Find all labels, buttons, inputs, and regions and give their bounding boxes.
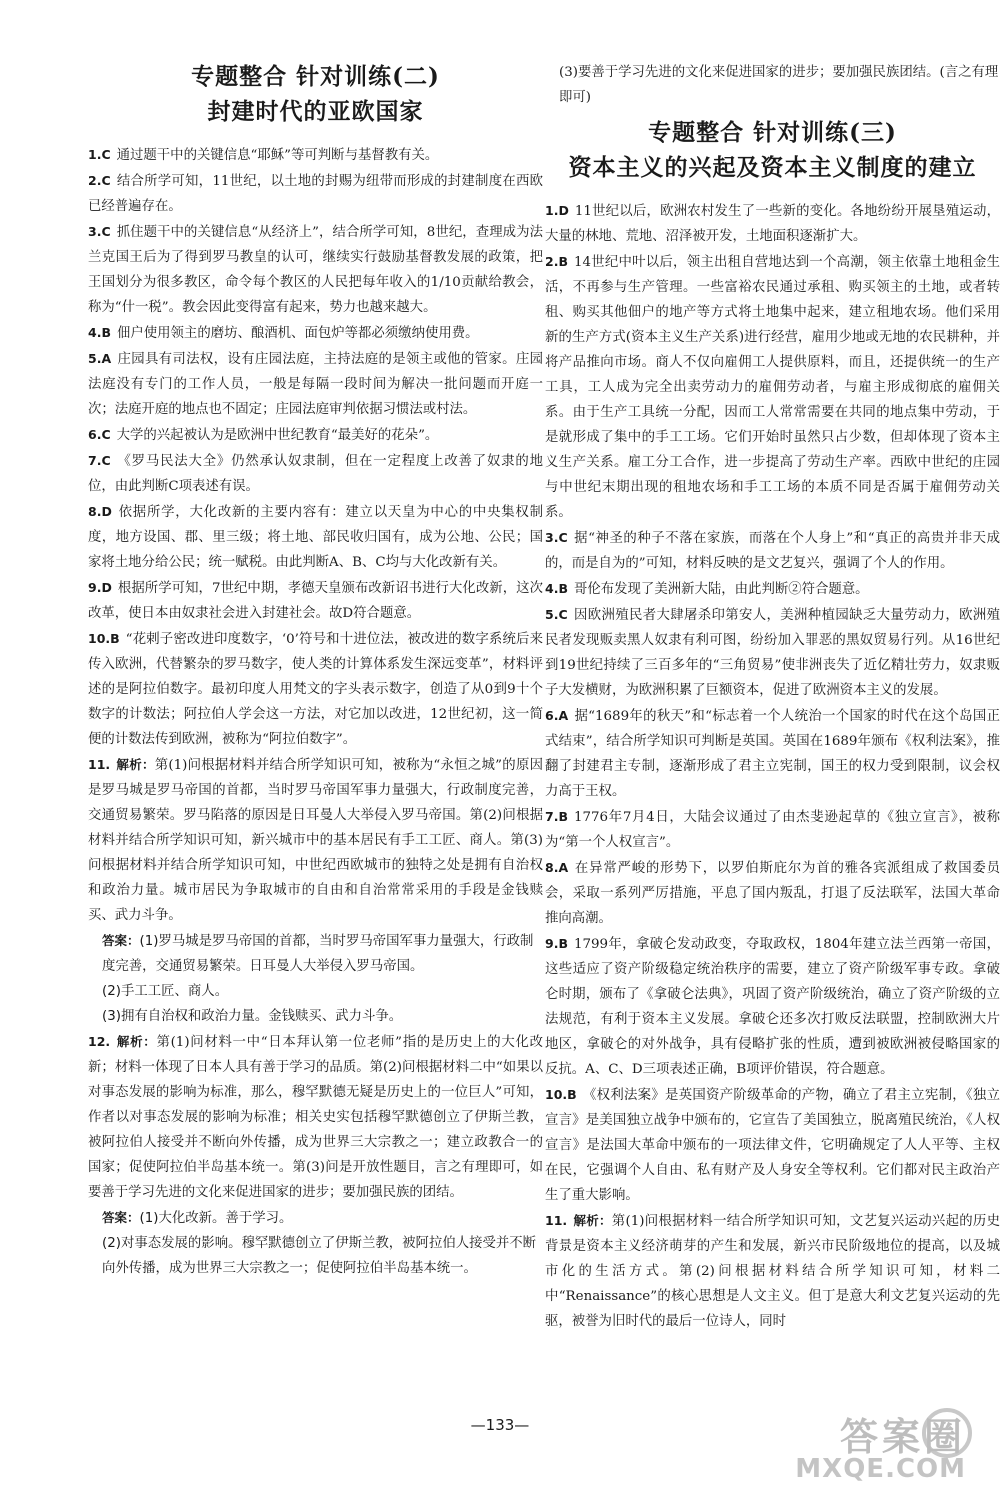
answer-item [545, 602, 1000, 703]
section-subtitle: 封建时代的亚欧国家 [207, 98, 424, 125]
watermark-url: MXQE.COM [795, 1454, 966, 1484]
answer-number: 8.A [545, 860, 569, 875]
answer-number: 2.B [545, 254, 568, 269]
answer-number: 8.D [88, 504, 112, 519]
answer-text: 哥伦布发现了美洲新大陆，由此判断②符合题意。 [573, 582, 869, 597]
answer-text: 依据所学，大化改新的主要内容有：建立以天皇为中心的中央集权制度，地方设国、郡、里三级；将土地、部民收归国有，成为公地、公民；国家将土地分给公民；统一赋税。由此判断A、B、C均与大化改新有关。 [88, 505, 543, 570]
analysis-item [88, 1029, 543, 1205]
answer-text: 1799年，拿破仑发动政变，夺取政权，1804年建立法兰西第一帝国，这些适应了资产阶级稳定统治秩序的需要，建立了资产阶级军事专政。拿破仑时期，颁布了《拿破仑法典》，巩固了资产阶级统治，确立了资产阶级的立法规范，有利于资本主义发展。拿破仑还多次打败反法联盟，控制欧洲大片地区，拿破仑的对外战争，具有侵略扩张的性质，遭到被欧洲被侵略国家的反抗。A、C、D三项表述正确，B项评价错误，符合题意。 [545, 937, 1000, 1077]
answer-item [545, 703, 1000, 804]
answer-number: 3.C [545, 530, 568, 545]
answer-list [88, 142, 543, 1281]
analysis-text: 第(1)问根据材料一结合所学知识可知，文艺复兴运动兴起的历史背景是资本主义经济萌芽的产生和发展，新兴市民阶级地位的提高，以及城市化的生活方式。第(2)问根据材料结合所学知识可知，材料二中“Renaissance”的核心思想是人文主义。但丁是意大利文艺复兴运动的先驱，被誉为旧时代的最后一位诗人，同时 [545, 1214, 1000, 1329]
answer-number: 5.C [545, 607, 568, 622]
answer-text: 据“1689年的秋天”和“标志着一个人统治一个国家的时代在这个岛国正式结束”，结合所学知识可判断是英国。英国在1689年颁布《权利法案》，推翻了封建君主专制，逐渐形成了君主立宪制，国王的权力受到限制，议会权力高于王权。 [545, 709, 1000, 799]
answer-text: “花剌子密改进印度数字，‘0’符号和十进位法，被改进的数字系统后来传入欧洲，代替繁杂的罗马数字，使人类的计算体系发生深远变革”，材料评述的是阿拉伯数字。最初印度人用梵文的字头表示数字，创造了从0到9十个数字的计数法；阿拉伯人学会这一方法，对它加以改进，12世纪初，这一简便的计数法传到欧洲，被称为“阿拉伯数字”。 [88, 632, 543, 747]
answer-text: 抓住题干中的关键信息“从经济上”，结合所学可知，8世纪，查理成为法兰克国王后为了得到罗马教皇的认可，继续实行鼓励基督教发展的政策，把王国划分为很多教区，命令每个教区的人民把每年收入的1/10贡献给教会，称为“什一税”。教会因此变得富有起来，势力也越来越大。 [88, 225, 543, 315]
left-column [88, 60, 543, 1281]
answer-number: 4.B [545, 581, 568, 596]
analysis-text: 第(1)问根据材料并结合所学知识可知，被称为“永恒之城”的原因是罗马城是罗马帝国的首都，当时罗马帝国军事力量强大，行政制度完善，交通贸易繁荣。罗马陷落的原因是日耳曼人大举侵入罗马帝国。第(2)问根据材料并结合所学知识可知，新兴城市中的基本居民有手工工匠、商人。第(3)问根据材料并结合所学知识可知，中世纪西欧城市的独特之处是拥有自治权和政治力量。城市居民为争取城市的自由和自治常常采用的手段是金钱赎买、武力斗争。 [88, 758, 543, 923]
answer-item [88, 142, 543, 168]
answer-text: 《权利法案》是英国资产阶级革命的产物，确立了君主立宪制，《独立宣言》是美国独立战争中颁布的，它宣告了美国独立，脱离殖民统治，《人权宣言》是法国大革命中颁布的一项法律文件，它明确规定了人人平等、主权在民，它强调个人自由、私有财产及人身安全等权利。它们都对民主政治产生了重大影响。 [545, 1088, 1000, 1203]
section-title: 专题整合 针对训练(三) [648, 119, 897, 146]
answer-item [545, 931, 1000, 1082]
answer-item [545, 1082, 1000, 1208]
answer-text: 1776年7月4日，大陆会议通过了由杰斐逊起草的《独立宣言》，被称为“第一个人权宣言”。 [545, 810, 1000, 850]
analysis-label: 解析： [116, 757, 155, 772]
answer-number: 7.B [545, 809, 568, 824]
answer-number: 10.B [88, 631, 120, 646]
answer-number: 1.D [545, 203, 569, 218]
continued-answer: (3)要善于学习先进的文化来促进国家的进步；要加强民族团结。(言之有理即可) [559, 65, 999, 105]
answer-text: 通过题干中的关键信息“耶稣”等可判断与基督教有关。 [116, 148, 439, 163]
answer-line: (2)对事态发展的影响。穆罕默德创立了伊斯兰教，被阿拉伯人接受并不断向外传播，成为世界三大宗教之一；促使阿拉伯半岛基本统一。 [102, 1236, 537, 1276]
answer-item [545, 855, 1000, 931]
answer-text: 庄园具有司法权，设有庄园法庭，主持法庭的是领主或他的管家。庄园法庭没有专门的工作人员，一般是每隔一段时间为解决一批问题而开庭一次；法庭开庭的地点也不固定；庄园法庭审判依据习惯法或村法。 [88, 352, 543, 417]
answer-number: 3.C [88, 224, 111, 239]
answer-number: 11. [545, 1213, 568, 1228]
answer-item [88, 575, 543, 626]
answer-item [88, 626, 543, 752]
answer-item [545, 249, 1000, 525]
answer-line: (3)拥有自治权和政治力量。金钱赎买、武力斗争。 [102, 1009, 403, 1024]
analysis-label: 解析： [573, 1213, 612, 1228]
answer-item [545, 525, 1000, 576]
answer-text: 根据所学可知，7世纪中期，孝德天皇颁布改新诏书进行大化改新，这次改革，使日本由奴隶社会进入封建社会。故D符合题意。 [88, 581, 543, 621]
watermark-text: 答案圈 [839, 1415, 966, 1459]
answer-number: 7.C [88, 453, 111, 468]
answer-item [88, 422, 543, 448]
answer-text: 结合所学可知，11世纪，以土地的封赐为纽带而形成的封建制度在西欧已经普遍存在。 [88, 174, 543, 214]
answer-number: 12. [88, 1034, 111, 1049]
answer-item [88, 320, 543, 346]
answer-item [88, 499, 543, 575]
answer-label: 答案： [102, 1210, 140, 1225]
answer-number: 4.B [88, 325, 111, 340]
answer-item [88, 448, 543, 499]
answer-text: 据“神圣的种子不落在家族，而落在个人身上”和“真正的高贵并非天成的，而是自为的”可知，材料反映的是文艺复兴，强调了个人的作用。 [545, 531, 1000, 571]
answer-text: 《罗马民法大全》仍然承认奴隶制，但在一定程度上改善了奴隶的地位，由此判断C项表述有误。 [88, 454, 543, 494]
answer-list [545, 198, 1000, 1334]
answer-item [545, 804, 1000, 855]
answer-item [88, 346, 543, 422]
answer-number: 10.B [545, 1087, 577, 1102]
analysis-label: 解析： [116, 1034, 157, 1049]
right-column [545, 60, 1000, 1334]
answer-number: 9.D [88, 580, 112, 595]
answer-label: 答案： [102, 933, 140, 948]
answer-item [88, 168, 543, 219]
answer-number: 6.A [545, 708, 569, 723]
answer-text: 佃户使用领主的磨坊、酿酒机、面包炉等都必须缴纳使用费。 [116, 326, 479, 341]
section-subtitle: 资本主义的兴起及资本主义制度的建立 [568, 154, 977, 181]
answer-number: 11. [88, 757, 111, 772]
answer-item [88, 219, 543, 320]
analysis-text: 第(1)问材料一中“日本拜认第一位老师”指的是历史上的大化改新；材料一体现了日本人具有善于学习的品质。第(2)问根据材料二中“如果以对事态发展的影响为标准，那么，穆罕默德无疑是历史上的一位巨人”可知，作者以对事态发展的影响为标准；相关史实包括穆罕默德创立了伊斯兰教，被阿拉伯人接受并不断向外传播，成为世界三大宗教之一；建立政教合一的国家；促使阿拉伯半岛基本统一。第(3)问是开放性题目，言之有理即可，如要善于学习先进的文化来促进国家的进步；要加强民族的团结。 [88, 1035, 543, 1200]
answer-line: (1)大化改新。善于学习。 [139, 1211, 293, 1226]
analysis-item [88, 752, 543, 928]
page-number: —133— [470, 1416, 530, 1434]
answer-text: 在异常严峻的形势下，以罗伯斯庇尔为首的雅各宾派组成了救国委员会，采取一系列严厉措施，平息了国内叛乱，打退了反法联军，法国大革命推向高潮。 [545, 861, 1000, 926]
answer-number: 9.B [545, 936, 568, 951]
answer-number: 5.A [88, 351, 112, 366]
answer-text: 因欧洲殖民者大肆屠杀印第安人，美洲种植园缺乏大量劳动力，欧洲殖民者发现贩卖黑人奴隶有利可图，纷纷加入罪恶的黑奴贸易行列。从16世纪到19世纪持续了三百多年的“三角贸易”使非洲丧失了近亿精壮劳力，奴隶贩子大发横财，为欧洲积累了巨额资本，促进了欧洲资本主义的发展。 [545, 608, 1000, 698]
section-title: 专题整合 针对训练(二) [191, 63, 440, 90]
answer-block [102, 1205, 543, 1231]
answer-text: 大学的兴起被认为是欧洲中世纪教育“最美好的花朵”。 [116, 428, 439, 443]
answer-line: (1)罗马城是罗马帝国的首都，当时罗马帝国军事力量强大，行政制度完善，交通贸易繁荣。日耳曼人大举侵入罗马帝国。 [102, 934, 534, 974]
analysis-item [545, 1208, 1000, 1334]
answer-line: (2)手工工匠、商人。 [102, 984, 229, 999]
answer-item [545, 198, 1000, 249]
answer-number: 1.C [88, 147, 111, 162]
answer-number: 6.C [88, 427, 111, 442]
answer-item [545, 576, 1000, 602]
answer-text: 11世纪以后，欧洲农村发生了一些新的变化。各地纷纷开展垦殖运动，大量的林地、荒地、沼泽被开发，土地面积逐渐扩大。 [545, 204, 1000, 244]
answer-number: 2.C [88, 173, 111, 188]
watermark-logo [786, 1406, 986, 1484]
answer-text: 14世纪中叶以后，领主出租自营地达到一个高潮，领主依靠土地租金生活，不再参与生产管理。一些富裕农民通过承租、购买领主的土地，或者转租、购买其他佃户的地产等方式将土地集中起来，建立租地农场。他们采用新的生产方式(资本主义生产关系)进行经营，雇用少地或无地的农民耕种，并将产品推向市场。商人不仅向雇佣工人提供原料，而且，还提供统一的生产工具，工人成为完全出卖劳动力的雇佣劳动者，与雇主形成彻底的雇佣关系。由于生产工具统一分配，因而工人常常需要在共同的地点集中劳动，于是就形成了集中的手工工场。它们开始时虽然只占少数，但却体现了资本主义生产关系。雇工分工合作，进一步提高了劳动生产率。西欧中世纪的庄园与中世纪末期出现的租地农场和手工工场的本质不同是否属于雇佣劳动关系。 [545, 255, 1000, 520]
answer-block [102, 928, 543, 979]
